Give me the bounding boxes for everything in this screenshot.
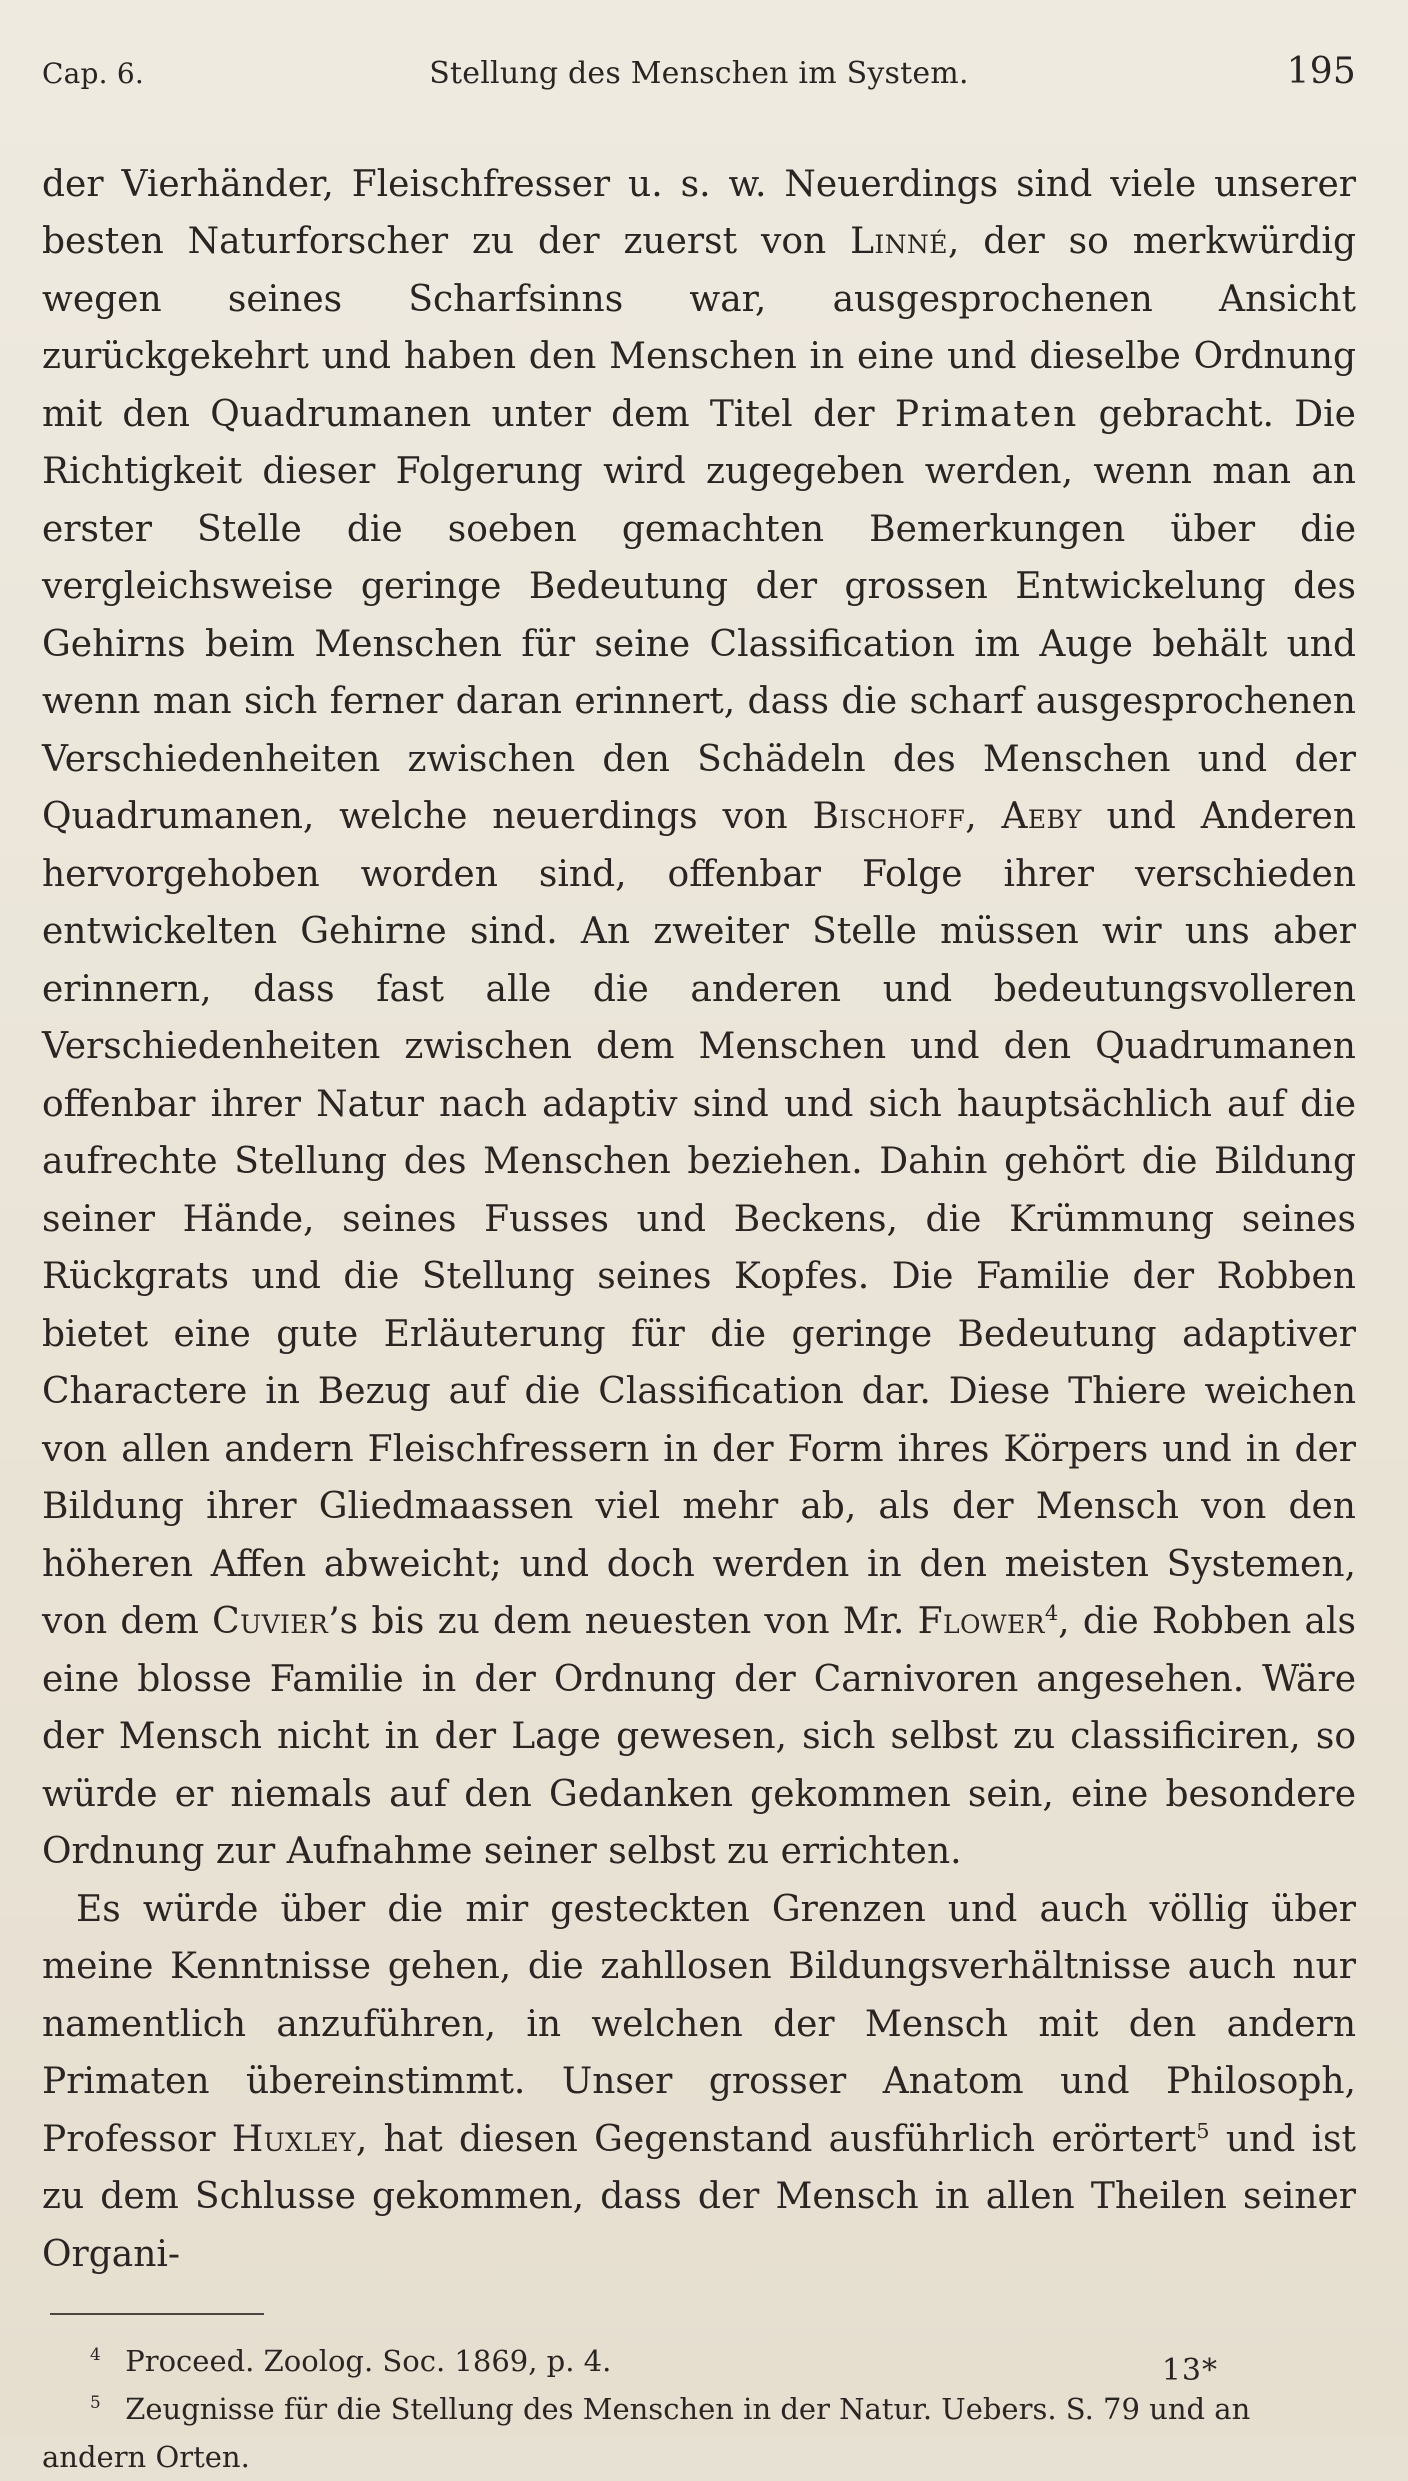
name-aeby: Aeby <box>1001 796 1082 838</box>
paragraph-2-text-2: , hat diesen Gegenstand ausführlich erörtert <box>355 2118 1197 2160</box>
page-title: Stellung des Menschen im System. <box>429 56 969 91</box>
footnote-text-5: Zeugnisse für die Stellung des Menschen in der Natur. Uebers. S. 79 und an andern Orten. <box>42 2392 1251 2475</box>
footnote-5: $^5$ Zeugnisse für die Stellung des Menschen in der Natur. Uebers. S. 79 und an andern Orten. <box>42 2392 1251 2475</box>
page-number: 195 <box>1286 51 1356 92</box>
chapter-label: Cap. 6. <box>42 57 144 90</box>
footnote-reference-4: 4 <box>1044 1601 1059 1626</box>
footnote-text-4: Proceed. Zoolog. Soc. 1869, p. 4. <box>125 2344 612 2379</box>
term-primaten: Primaten <box>894 393 1079 435</box>
paragraph-1-text-2: , der so merkwürdig wegen seines Scharfsinns war, ausgesprochenen Ansicht zurückgekehrt und haben den Menschen in eine und dieselbe Ordnung mit den Quadrumanen unter dem Titel der <box>42 221 1356 435</box>
name-bischoff: Bischoff <box>812 796 966 838</box>
paragraph-2-text-3: und ist zu dem Schlusse gekommen, dass der Mensch in allen Theilen seiner Organi- <box>42 2118 1356 2275</box>
paragraph-1-text-1: der Vierhänder, Fleischfresser u. s. w. Neuerdings sind viele unserer besten Naturforscher zu der zuerst von <box>42 163 1356 263</box>
footnote-rule <box>50 2313 264 2315</box>
name-cuvier: Cuvier <box>212 1601 329 1643</box>
footnotes <box>42 2337 1356 2481</box>
name-linne: Linné <box>850 221 948 263</box>
footnote-4: $^4$ Proceed. Zoolog. Soc. 1869, p. 4. <box>90 2344 612 2379</box>
footnote-reference-5: 5 <box>1196 2118 1210 2143</box>
paragraph-1 <box>42 156 1356 1881</box>
paragraph-2 <box>42 1881 1356 2284</box>
paragraph-2-text-1: Es würde über die mir gesteckten Grenzen und auch völlig über meine Kenntnisse gehen, die zahllosen Bildungsverhältnisse auch nur namentlich anzuführen, in welchen der Mensch mit den andern Primaten übereinstimmt. Unser grosser Anatom und Philosoph, Professor <box>42 1888 1356 2160</box>
running-head <box>42 52 1356 92</box>
paragraph-1-text-4: , <box>965 796 1002 838</box>
paragraph-1-text-7: , die Robben als eine blosse Familie in der Ordnung der Carnivoren angesehen. Wäre der Mensch nicht in der Lage gewesen, sich selbst zu classificiren, so würde er niemals auf den Gedanken gekommen sein, eine besondere Ordnung zur Aufnahme seiner selbst zu errichten. <box>42 1601 1356 1873</box>
name-flower: Flower <box>917 1601 1045 1643</box>
main-text <box>42 156 1356 2284</box>
name-huxley: Huxley <box>231 2118 356 2160</box>
signature-mark: 13* <box>1161 2353 1218 2388</box>
paragraph-1-text-5: und Anderen hervorgehoben worden sind, offenbar Folge ihrer verschieden entwickelten Gehirne sind. An zweiter Stelle müssen wir uns aber erinnern, dass fast alle die anderen und bedeutungsvolleren Verschiedenheiten zwischen dem Menschen und den Quadrumanen offenbar ihrer Natur nach adaptiv sind und sich hauptsächlich auf die aufrechte Stellung des Menschen beziehen. Dahin gehört die Bildung seiner Hände, seines Fusses und Beckens, die Krümmung seines Rückgrats und die Stellung seines Kopfes. Die Familie der Robben bietet eine gute Erläuterung für die geringe Bedeutung adaptiver Charactere in Bezug auf die Classification dar. Diese Thiere weichen von allen andern Fleischfressern in der Form ihres Körpers und in der Bildung ihrer Gliedmaassen viel mehr ab, als der Mensch von den höheren Affen abweicht; und doch werden in den meisten Systemen, von dem <box>42 796 1357 1643</box>
paragraph-1-text-6: ’s bis zu dem neuesten von Mr. <box>328 1601 918 1643</box>
paragraph-1-text-3: gebracht. Die Richtigkeit dieser Folgerung wird zugegeben werden, wenn man an erster Stelle die soeben gemachten Bemerkungen über die vergleichsweise geringe Bedeutung der grossen Entwickelung des Gehirns beim Menschen für seine Classification im Auge behält und wenn man sich ferner daran erinnert, dass die scharf ausgesprochenen Verschiedenheiten zwischen den Schädeln des Menschen und der Quadrumanen, welche neuerdings von <box>42 393 1356 838</box>
